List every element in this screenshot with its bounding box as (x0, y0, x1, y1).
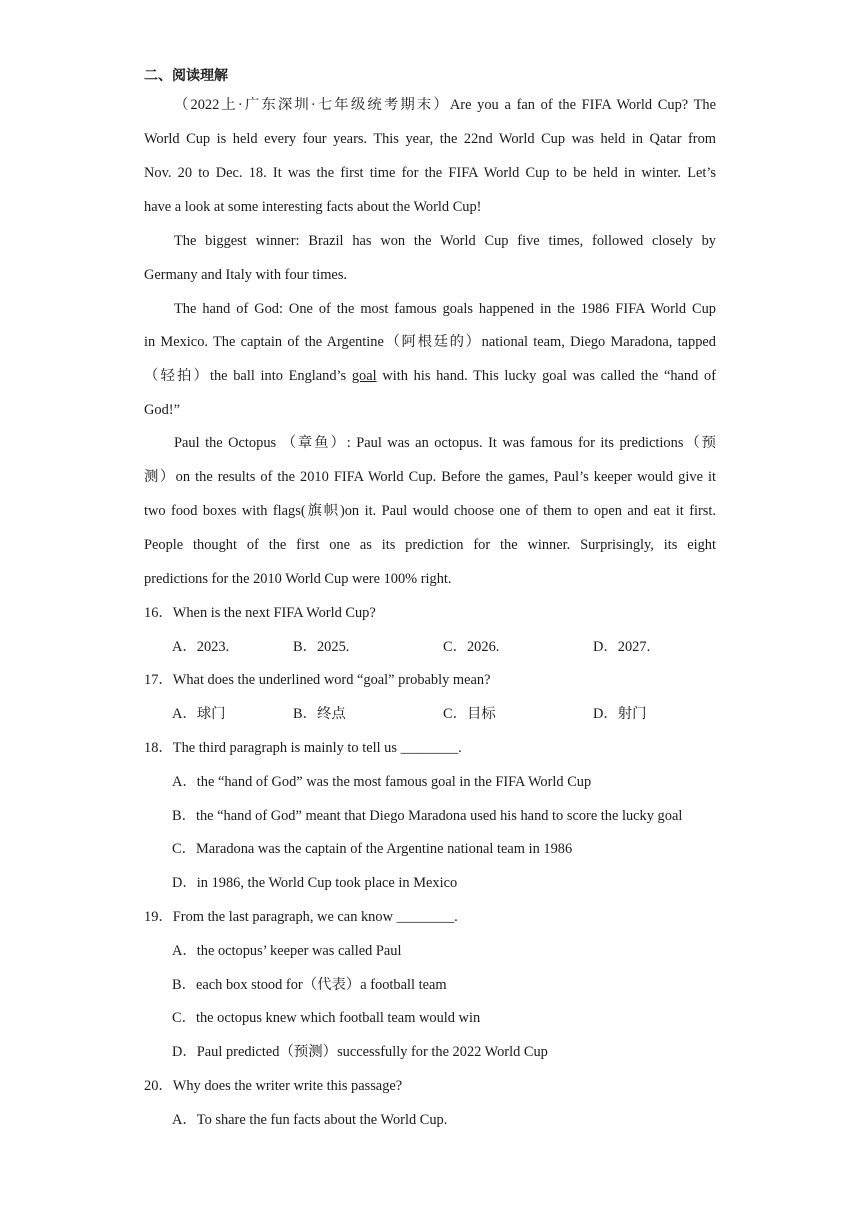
option-b[interactable]: B．2025. (293, 639, 350, 655)
passage-line (144, 366, 716, 386)
option-d[interactable]: D．in 1986, the World Cup took place in Mexico (172, 875, 458, 891)
option-c[interactable]: C．目标 (443, 706, 496, 722)
passage-line: God!” (144, 402, 180, 418)
question-stem: 20．Why does the writer write this passage? (144, 1078, 403, 1094)
section-heading: 二、阅读理解 (144, 68, 228, 84)
passage-line: World Cup is held every four years. This year, the 22nd World Cup was held in Qatar from (144, 131, 716, 147)
passage-line: People thought of the first one as its prediction for the winner. Surprisingly, its eight (144, 537, 716, 553)
option-a[interactable]: A．To share the fun facts about the World Cup. (172, 1112, 448, 1128)
passage-line: in Mexico. The captain of the Argentine（阿根廷的）national team, Diego Maradona, tapped (144, 334, 716, 350)
option-b[interactable]: B．the “hand of God” meant that Diego Maradona used his hand to score the lucky goal (172, 808, 683, 824)
passage-line: have a look at some interesting facts about the World Cup! (144, 199, 482, 215)
passage-line: two food boxes with flags(旗帜)on it. Paul would choose one of them to open and eat it first. (144, 503, 716, 519)
passage-line: Nov. 20 to Dec. 18. It was the first time for the FIFA World Cup to be held in winter. Let’s (144, 165, 716, 181)
option-c[interactable]: C．2026. (443, 639, 500, 655)
passage-text: （轻拍）the ball into England’s (144, 368, 352, 384)
option-d[interactable]: D．射门 (593, 706, 647, 722)
option-b[interactable]: B．each box stood for（代表）a football team (172, 977, 447, 993)
underlined-word-goal: goal (351, 368, 377, 384)
question-stem: 18．The third paragraph is mainly to tell us ________. (144, 740, 462, 756)
option-d[interactable]: D．Paul predicted（预测）successfully for the 2022 World Cup (172, 1044, 548, 1060)
option-a[interactable]: A．2023. (172, 639, 230, 655)
passage-line: predictions for the 2010 World Cup were 100% right. (144, 571, 452, 587)
option-d[interactable]: D．2027. (593, 639, 651, 655)
passage-line: 测）on the results of the 2010 FIFA World Cup. Before the games, Paul’s keeper would give it (144, 469, 716, 485)
option-a[interactable]: A．球门 (172, 706, 226, 722)
option-c[interactable]: C．Maradona was the captain of the Argentine national team in 1986 (172, 841, 573, 857)
passage-text: with his hand. This lucky goal was called the “hand of (376, 368, 716, 384)
passage-line: The hand of God: One of the most famous goals happened in the 1986 FIFA World Cup (174, 301, 716, 317)
question-stem: 17．What does the underlined word “goal” probably mean? (144, 672, 491, 688)
passage-line: The biggest winner: Brazil has won the World Cup five times, followed closely by (174, 233, 716, 249)
option-b[interactable]: B．终点 (293, 706, 346, 722)
question-stem: 16．When is the next FIFA World Cup? (144, 605, 376, 621)
option-a[interactable]: A．the octopus’ keeper was called Paul (172, 943, 402, 959)
passage-line: Germany and Italy with four times. (144, 267, 348, 283)
option-c[interactable]: C．the octopus knew which football team would win (172, 1010, 481, 1026)
option-a[interactable]: A．the “hand of God” was the most famous goal in the FIFA World Cup (172, 774, 592, 790)
question-stem: 19．From the last paragraph, we can know ________. (144, 909, 458, 925)
passage-line: （2022上·广东深圳·七年级统考期末）Are you a fan of the FIFA World Cup? The (174, 97, 716, 113)
passage-line: Paul the Octopus （章鱼）: Paul was an octopus. It was famous for its predictions（预 (174, 435, 716, 451)
